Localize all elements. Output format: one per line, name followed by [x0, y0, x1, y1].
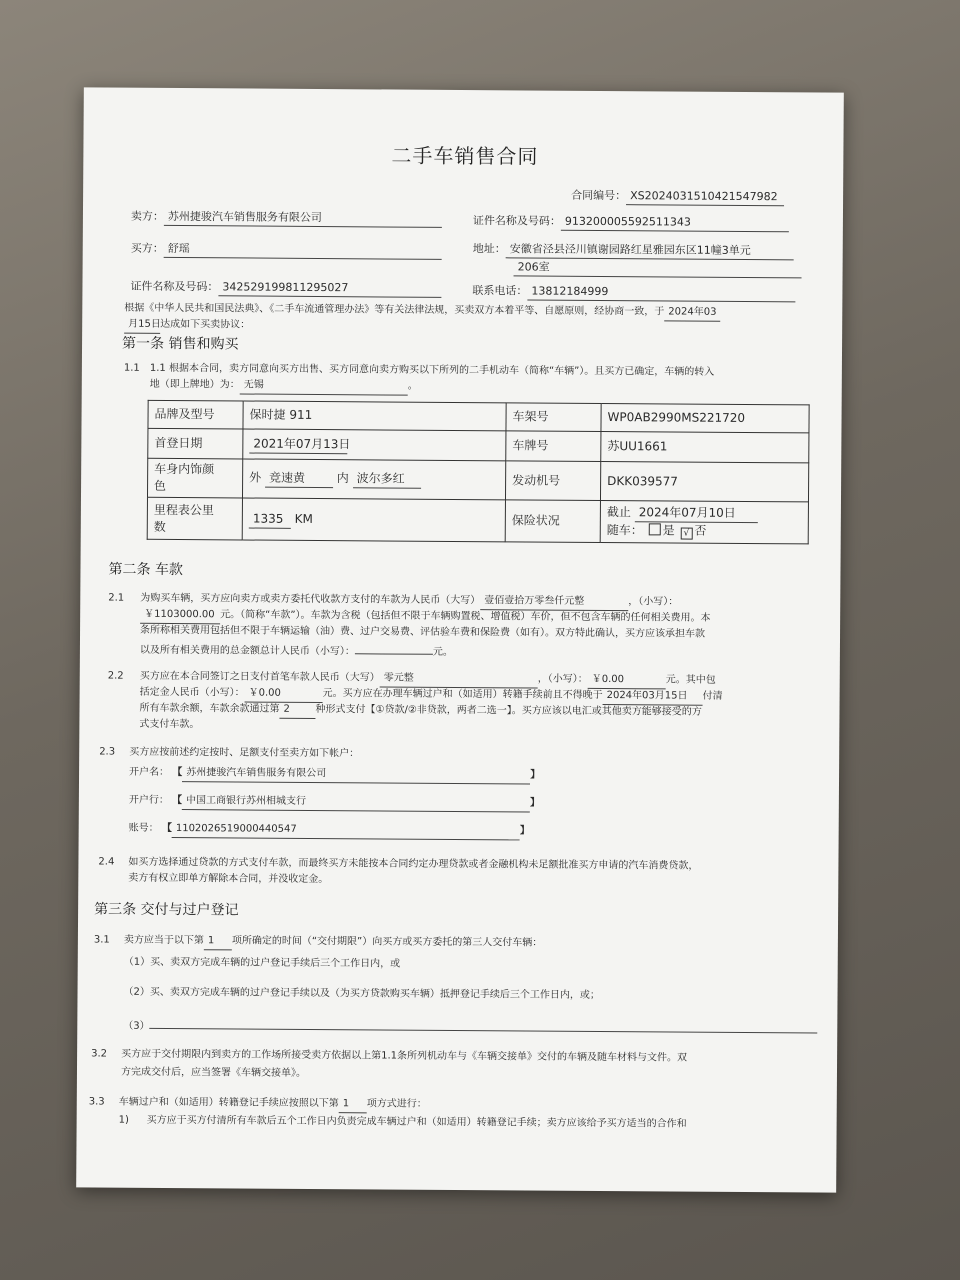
s11-line2 — [150, 376, 418, 396]
s24-line1: 如买方选择通过贷款的方式支付车款，而最终买方未能按本合同约定办理贷款或者金融机构未足额批准买方申请的汽车消费贷款， — [128, 856, 699, 872]
s22-text-e: 元。买方应在办理车辆过户和（如适用）转籍手续前且不得晚于 — [322, 688, 603, 701]
odo-label-2: 数 — [153, 519, 166, 534]
buyer-address-row — [473, 240, 794, 260]
s22-text-c: 元。其中包 — [665, 674, 716, 686]
s22-amount-figures: ￥0.00 — [588, 671, 666, 690]
contract-number-label: 合同编号： — [571, 188, 627, 203]
s33-num: 3.3 — [88, 1096, 105, 1108]
account-name-lbracket: 【 — [172, 766, 183, 779]
buyer-address-label: 地址： — [472, 242, 506, 256]
buyer-phone-label: 联系电话： — [472, 284, 528, 298]
s31-option-3-label: （3） — [123, 1020, 150, 1032]
ins-yes-label: 是 — [662, 523, 675, 538]
article-2-heading: 第二条 车款 — [108, 561, 183, 579]
document-title: 二手车销售合同 — [391, 143, 539, 169]
s22-text-h: 种形式支付【①贷款/②非贷款，两者二选一】。买方应该以电汇或其他卖方能够接受的方 — [315, 703, 702, 718]
buyer-row — [131, 240, 442, 260]
buyer-phone-value: 13812184999 — [527, 282, 795, 302]
s21-num: 2.1 — [108, 592, 125, 604]
s33-option-1: 买方应于买方付清所有车款后五个工作日内负责完成车辆过户和（如适用）转籍登记手续；卖方应该给予买方适当的合作和 — [146, 1114, 687, 1130]
s32-line2: 方完成交付后，应当签署《车辆交接单》。 — [120, 1066, 307, 1079]
article-1-heading: 第一条 销售和购买 — [122, 335, 239, 353]
s31-text-a: 卖方应当于以下第 — [123, 934, 204, 947]
vin-value: WP0AB2990MS221720 — [601, 403, 809, 432]
contract-paper — [76, 87, 844, 1192]
vehicle-table — [147, 400, 810, 545]
intro-text-b: 达成如下买卖协议： — [160, 318, 251, 331]
brand-label: 品牌及型号 — [148, 400, 243, 429]
insurance-label: 保险状况 — [505, 500, 600, 543]
plate-value: 苏UU1661 — [601, 431, 809, 462]
s21-amount-words: 壹佰壹拾万零叁仟元整 — [480, 592, 628, 611]
ins-yes-checkbox[interactable] — [649, 523, 661, 535]
s22-line4: 式支付车款。 — [139, 718, 200, 731]
s11-num: 1.1 — [123, 362, 140, 374]
s31-item: 1 — [204, 932, 232, 950]
s22-deposit: ￥0.00 — [245, 684, 323, 703]
account-bank-value: 中国工商银行苏州相城支行 — [182, 792, 530, 812]
buyer-phone-row — [472, 282, 795, 302]
odo-cell — [242, 498, 505, 542]
s11-line2-text: 地（即上牌地）为： — [149, 378, 240, 391]
s33-text-b: 项方式进行： — [366, 1098, 427, 1110]
account-bank-label: 开户行： — [128, 794, 169, 806]
odo-value: 1335 — [249, 510, 291, 528]
ins-date: 2024年07月10日 — [635, 504, 758, 523]
s22-text-f: 付清 — [702, 690, 723, 702]
ins-no-checkbox[interactable]: √ — [680, 528, 692, 540]
intro-line2 — [124, 316, 250, 335]
s22-text-b: ，（小写）： — [537, 673, 588, 685]
account-bank-row — [129, 792, 540, 813]
s21-text-d: 以及所有相关费用的总金额总计人民币（小写）： — [139, 644, 355, 658]
buyer-label: 买方： — [130, 241, 164, 255]
account-bank-lbracket: 【 — [172, 794, 183, 807]
buyer-address-line1: 安徽省泾县泾川镇谢园路红星雅园东区11幢3单元 — [506, 240, 794, 260]
s21-amount-figures: ￥1103000.00 — [140, 606, 220, 625]
seller-cert-label: 证件名称及号码： — [472, 214, 561, 228]
color-label-1: 车身内饰颜 — [154, 461, 215, 477]
vehicle-table-wrap — [147, 400, 810, 545]
account-name-value: 苏州捷骏汽车销售服务有限公司 — [182, 764, 530, 784]
color-label-2: 色 — [154, 478, 167, 493]
buyer-cert-value: 342529199811295027 — [218, 278, 441, 298]
s33-option-1-num: 1) — [118, 1114, 129, 1126]
s22-text-a: 买方应在本合同签订之日支付首笔车款人民币（大写） — [139, 670, 380, 684]
color-label — [147, 458, 242, 498]
reg-cell — [243, 429, 506, 461]
s33-item: 1 — [339, 1095, 367, 1113]
s33-line1 — [119, 1094, 427, 1114]
s31-option-2: （2）买、卖双方完成车辆的过户登记手续以及（为买方贷款购买车辆）抵押登记手续后三个工作日内，或； — [123, 986, 600, 1001]
odo-unit: KM — [294, 511, 313, 526]
s31-option-3-blank — [150, 1014, 818, 1034]
plate-label: 车牌号 — [506, 431, 601, 462]
buyer-cert-row — [130, 278, 441, 298]
vehicle-row-reg — [148, 428, 809, 463]
account-no-lbracket: 【 — [161, 822, 172, 834]
engine-label: 发动机号 — [505, 461, 600, 501]
ext-prefix: 外 — [249, 470, 262, 485]
buyer-address-line2: 206室 — [514, 258, 802, 278]
s21-line3: 条所称相关费用包括但不限于车辆运输（油）费、过户交易费、评估验车费和保险费（如有）。双方特此确认，买方应该承担车款 — [140, 624, 706, 640]
s21-text-a: 为购买车辆，买方应向卖方或卖方委托代收款方支付的车款为人民币（大写） — [140, 592, 481, 607]
reg-label: 首登日期 — [148, 428, 243, 459]
contract-number-value: XS20240315104215479​82 — [626, 187, 784, 206]
s21-total-blank — [355, 639, 433, 655]
s31-option-3 — [123, 1014, 818, 1040]
ins-no-label: 否 — [694, 523, 707, 538]
vin-label: 车架号 — [506, 403, 601, 432]
s22-deadline: 2024年03月15日 — [603, 687, 703, 706]
account-name-rbracket: 】 — [530, 769, 541, 781]
s23-num: 2.3 — [99, 746, 116, 758]
s21-text-c: 元。（简称“车款”）。车款为含税（包括但不限于车辆购置税、增值税）车价，但不包含车辆的任何相关费用。本 — [220, 609, 711, 624]
brand-value: 保时捷 911 — [243, 401, 506, 431]
account-name-label: 开户名： — [129, 766, 170, 778]
color-cell — [242, 459, 505, 500]
buyer-value: 舒瑶 — [164, 240, 442, 260]
s22-text-g: 所有车款余额，车款余款通过第 — [139, 702, 280, 715]
s24-line2: 卖方有权立即单方解除本合同，并没收定金。 — [128, 872, 329, 886]
s32-line1: 买方应于交付期限内到卖方的工作场所接受卖方依据以上第1.1条所列机动车与《车辆交接单》交付的车辆及随车材料与文件。双 — [121, 1048, 688, 1064]
intro-date-b: 月15日 — [124, 316, 160, 334]
account-no-rbracket: 】 — [519, 825, 530, 837]
s22-line3 — [139, 700, 701, 722]
int-prefix: 内 — [336, 471, 349, 486]
s22-amount-words: 零元整 — [380, 669, 538, 688]
s31-line1 — [124, 932, 542, 953]
s24-num: 2.4 — [98, 856, 115, 868]
account-name-row — [129, 764, 540, 785]
account-no-row — [129, 820, 530, 841]
s31-option-1: （1）买、卖双方完成车辆的过户登记手续后三个工作日内，或 — [123, 956, 401, 970]
seller-row — [131, 208, 442, 228]
seller-cert-value: 913200005592511343 — [561, 213, 789, 233]
s33-text-a: 车辆过户和（如适用）转籍登记手续应按照以下第 — [118, 1096, 339, 1110]
s31-num: 3.1 — [93, 934, 110, 946]
buyer-address-line2-row — [514, 258, 802, 278]
intro-date-a: 2024年03 — [664, 303, 720, 321]
s21-line4 — [140, 638, 453, 661]
s31-text-b: 项所确定的时间（“交付期限”）向买方或买方委托的第三人交付车辆： — [231, 935, 543, 949]
reg-value: 2021年07月13日 — [249, 435, 347, 454]
s22-text-d: 括定金人民币（小写）： — [139, 686, 245, 699]
insurance-cell — [600, 500, 808, 543]
int-color-value: 波尔多红 — [353, 470, 421, 488]
s23-line1: 买方应按前述约定按时、足额支付至卖方如下帐户： — [129, 746, 360, 760]
seller-value: 苏州捷骏汽车销售服务有限公司 — [164, 208, 442, 228]
vehicle-row-odo — [147, 497, 808, 544]
s11-place: 无锡 — [240, 376, 408, 395]
engine-value: DKK039577 — [600, 461, 808, 501]
s21-text-b: ，（小写）： — [628, 596, 679, 608]
s11-end: 。 — [407, 380, 418, 392]
s22-num: 2.2 — [107, 670, 124, 682]
buyer-cert-label: 证件名称及号码： — [130, 279, 219, 294]
s11-line1: 1.1 根据本合同，卖方同意向买方出售、买方同意向卖方购买以下所列的二手机动车（简称“车辆”）。且买方已确定，车辆的转入 — [149, 362, 715, 378]
s22-payment-way: 2 — [279, 701, 315, 719]
s21-text-e: 元。 — [432, 646, 453, 658]
ins-prefix: 截止 — [606, 505, 631, 520]
contract-number — [571, 187, 784, 206]
account-no-label: 账号： — [128, 822, 159, 834]
odo-label-1: 里程表公里 — [153, 502, 214, 517]
intro-text-a: 根据《中华人民共和国民法典》、《二手车流通管理办法》等有关法律法规，买卖双方本着平等、自愿原则，经协商一致，于 — [124, 302, 665, 318]
vehicle-row-color — [147, 458, 808, 502]
article-3-heading: 第三条 交付与过户登记 — [94, 901, 239, 919]
seller-cert-row — [473, 212, 789, 232]
s32-num: 3.2 — [91, 1048, 108, 1060]
ext-color-value: 竞速黄 — [265, 470, 333, 488]
ins-follow-label: 随车： — [606, 523, 643, 538]
seller-label: 卖方： — [130, 209, 164, 223]
account-no-value: 1102026519000440547 — [172, 820, 520, 840]
odo-label — [147, 497, 242, 540]
account-bank-rbracket: 】 — [530, 797, 541, 809]
